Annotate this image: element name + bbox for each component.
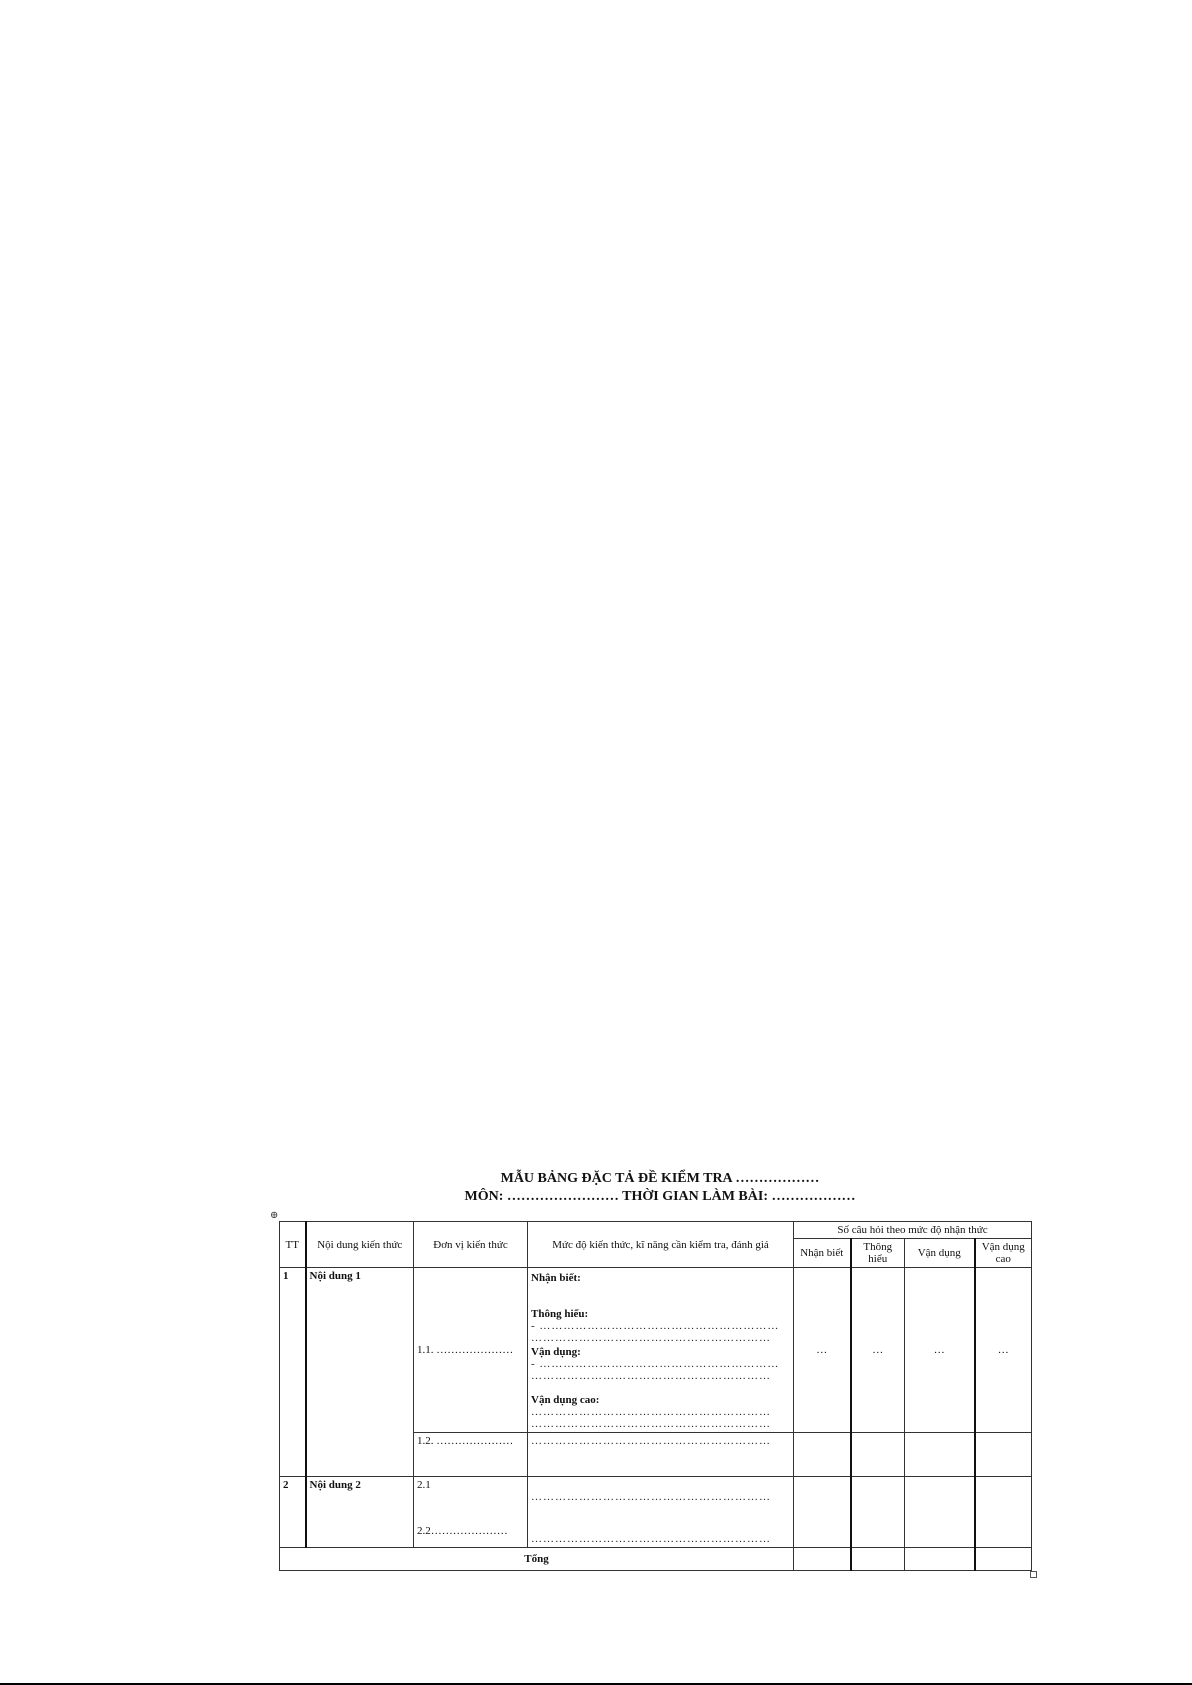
unit-label: 2.2…………………	[417, 1525, 508, 1537]
unit-1-1-label	[414, 1268, 528, 1433]
header-don-vi: Đơn vị kiến thức	[414, 1222, 528, 1268]
empty-cell	[905, 1433, 975, 1477]
header-thong-hieu: Thông hiểu	[851, 1239, 905, 1268]
count-nhan-biet: …	[794, 1268, 851, 1433]
row-1-tt: 1	[280, 1268, 306, 1477]
count-van-dung: …	[905, 1268, 975, 1433]
count-van-dung-cao: …	[975, 1268, 1032, 1433]
empty-cell	[905, 1548, 975, 1571]
header-van-dung-cao: Vận dụng cao	[975, 1239, 1032, 1268]
dotted-line: ……………………………………………………	[531, 1332, 771, 1344]
dotted-line: ……………………………………………………	[531, 1370, 771, 1382]
empty-cell	[975, 1477, 1032, 1548]
count-thong-hieu: …	[851, 1268, 905, 1433]
header-van-dung: Vận dụng	[905, 1239, 975, 1268]
dotted-line: ……………………………………………………	[531, 1435, 771, 1447]
empty-cell	[975, 1548, 1032, 1571]
title-line-2: MÔN: …………………… THỜI GIAN LÀM BÀI: ………………	[464, 1189, 856, 1204]
header-muc-do: Mức độ kiến thức, kĩ năng cần kiểm tra, đánh giá	[528, 1222, 794, 1268]
table-resize-handle-icon[interactable]	[1030, 1571, 1037, 1578]
header-noi-dung: Nội dung kiến thức	[306, 1222, 414, 1268]
level-van-dung-cao-label: Vận dụng cao:	[531, 1394, 600, 1406]
dotted-line: ……………………………………………………	[531, 1491, 771, 1503]
level-nhan-biet-label: Nhận biết:	[531, 1272, 581, 1284]
total-row	[280, 1548, 1032, 1571]
level-thong-hieu-label: Thông hiểu:	[531, 1308, 589, 1320]
dotted-line: ……………………………………………………	[531, 1533, 771, 1545]
header-nhan-biet: Nhận biết	[794, 1239, 851, 1268]
empty-cell	[794, 1548, 851, 1571]
unit-2-labels	[414, 1477, 528, 1548]
empty-cell	[975, 1433, 1032, 1477]
empty-cell	[794, 1433, 851, 1477]
title-line-1: MẪU BẢNG ĐẶC TẢ ĐỀ KIỂM TRA ………………	[500, 1171, 820, 1186]
header-row-1	[280, 1222, 1032, 1239]
unit-1-2-levels	[528, 1433, 794, 1477]
table-row	[280, 1268, 1032, 1433]
empty-cell	[905, 1477, 975, 1548]
table-move-handle-icon[interactable]: ⊕	[270, 1210, 279, 1221]
empty-cell	[794, 1477, 851, 1548]
unit-label: 1.1. …………………	[417, 1344, 514, 1356]
table-row	[280, 1477, 1032, 1548]
row-2-noi-dung: Nội dung 2	[306, 1477, 414, 1548]
unit-label: 2.1	[417, 1479, 431, 1491]
dotted-line: ……………………………………………………	[531, 1406, 771, 1418]
empty-cell	[851, 1477, 905, 1548]
document-title	[280, 1170, 1040, 1206]
total-label: Tổng	[280, 1548, 794, 1571]
unit-1-1-levels	[528, 1268, 794, 1433]
unit-label: 1.2. …………………	[417, 1435, 514, 1447]
row-1-noi-dung: Nội dung 1	[306, 1268, 414, 1477]
header-tt: TT	[280, 1222, 306, 1268]
empty-cell	[851, 1433, 905, 1477]
empty-cell	[851, 1548, 905, 1571]
dotted-line: ……………………………………………………	[531, 1418, 771, 1430]
row-2-tt: 2	[280, 1477, 306, 1548]
header-so-cau: Số câu hỏi theo mức độ nhận thức	[794, 1222, 1032, 1239]
unit-2-levels	[528, 1477, 794, 1548]
spec-table	[279, 1221, 1032, 1571]
dotted-line: - ……………………………………………………	[531, 1358, 780, 1370]
unit-1-2-label	[414, 1433, 528, 1477]
level-van-dung-label: Vận dụng:	[531, 1346, 581, 1358]
dotted-line: - ……………………………………………………	[531, 1320, 780, 1332]
